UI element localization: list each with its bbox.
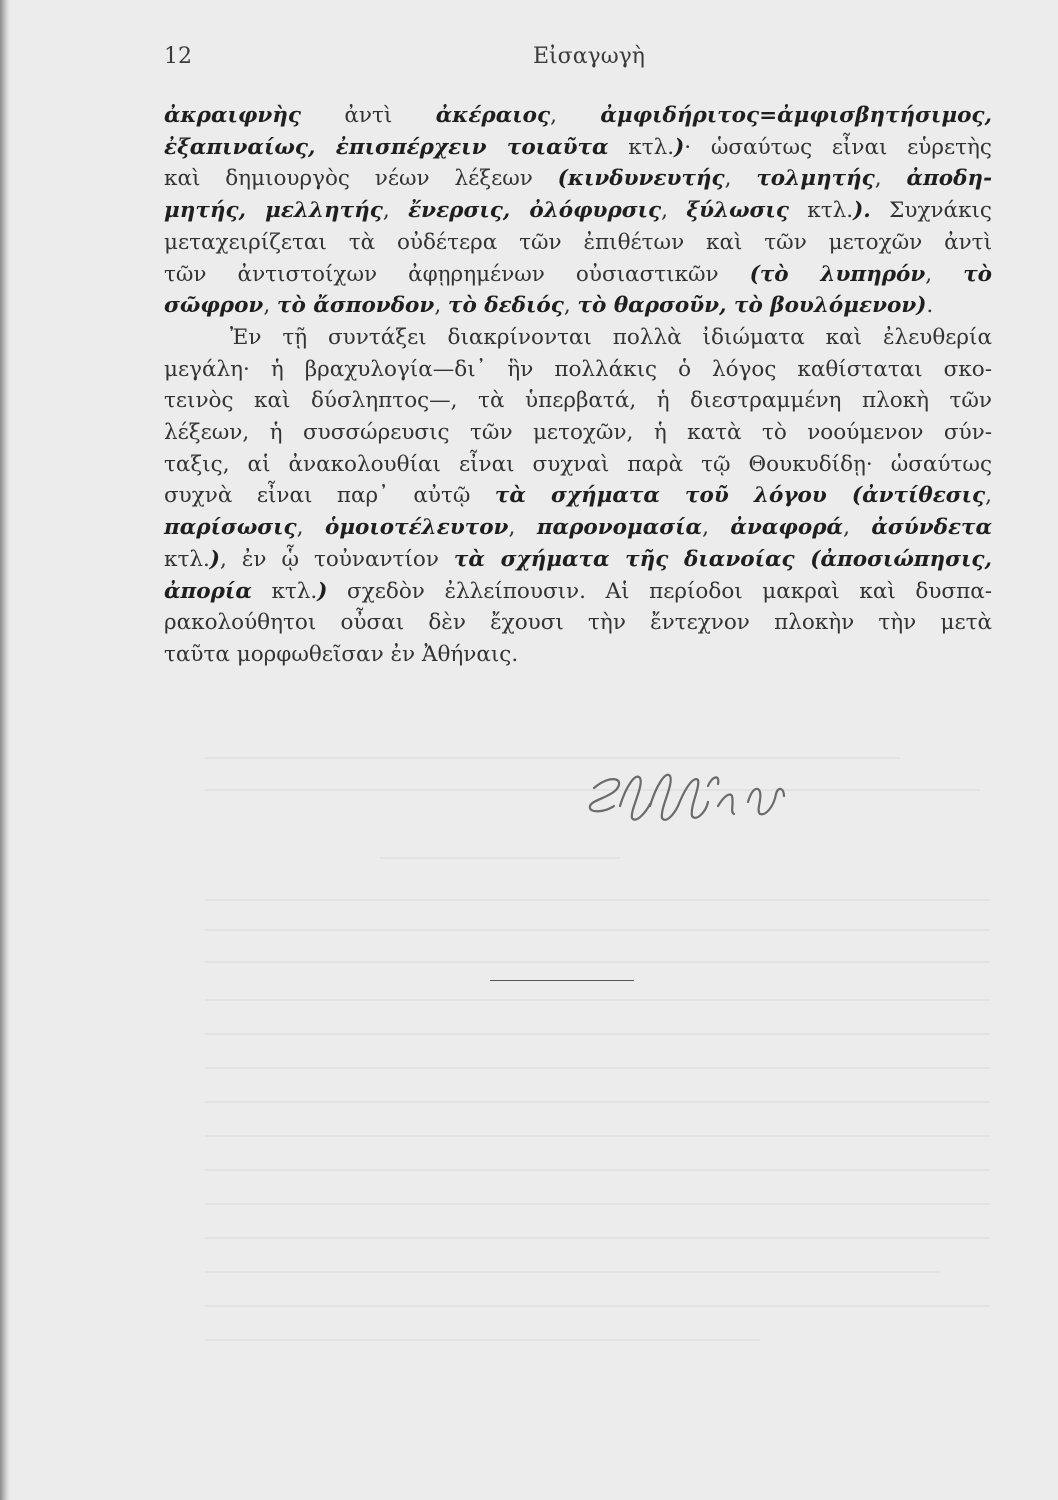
- emphasis-term: τὸ θαρσοῦν, τὸ βουλόμενον): [577, 293, 927, 319]
- emphasis-term: (κινδυνευτής: [557, 166, 725, 192]
- text-run: συχνὰ εἶναι παρ᾽ αὐτῷ: [164, 483, 495, 509]
- emphasis-term: ἀποδη-: [906, 166, 992, 192]
- page-number: 12: [164, 44, 192, 69]
- text-run: λέξεων, ἡ συσσώρευσις τῶν μετοχῶν, ἡ κατὰ τὸ νοούμενον σύν-: [164, 420, 992, 446]
- emphasis-term: ὁμοιοτέλευτον: [324, 515, 509, 541]
- text-run: ,: [296, 515, 325, 541]
- emphasis-term: τὸ: [963, 261, 992, 287]
- text-run: ἀντὶ: [301, 103, 436, 128]
- text-run: ,: [434, 293, 448, 319]
- emphasis-term: ): [317, 578, 328, 604]
- text-run: καὶ δημιουργὸς νέων λέξεων: [164, 166, 558, 192]
- section-divider-rule: [490, 980, 634, 981]
- emphasis-term: ): [674, 134, 685, 160]
- text-run: ,: [874, 166, 907, 192]
- text-run: ρακολούθητοι οὖσαι δὲν ἔχουσι τὴν ἔντεχνον πλοκὴν τὴν μετὰ: [164, 610, 992, 636]
- text-run: , ἐν ᾧ τοὐναντίον: [219, 546, 454, 572]
- emphasis-term: ἀσύνδετα: [871, 515, 993, 541]
- emphasis-term: τὰ σχήματα τῆς διανοίας (ἀποσιώπησις,: [453, 546, 992, 572]
- text-run: ,: [382, 198, 409, 224]
- text-run: ταξις, αἱ ἀνακολουθίαι εἶναι συχναὶ παρὰ τῷ Θουκυδίδῃ· ὡσαύτως: [164, 451, 992, 477]
- emphasis-term: ἔνερσις, ὀλόφυρσις: [408, 198, 662, 224]
- text-run: .: [926, 293, 934, 319]
- emphasis-term: ἐξαπιναίως, ἐπισπέρχειν τοιαῦτα: [164, 134, 609, 160]
- emphasis-term: τὸ δεδιός: [447, 293, 564, 319]
- text-run: ,: [563, 293, 578, 319]
- text-run: ,: [702, 515, 731, 541]
- emphasis-term: παρίσωσις: [164, 515, 297, 541]
- handwritten-annotation: [580, 766, 840, 840]
- text-run: ταῦτα μορφωθεῖσαν ἐν Ἀθήναις.: [164, 641, 519, 667]
- text-run: κτλ.: [164, 546, 210, 572]
- emphasis-term: (τὸ λυπηρόν: [749, 261, 926, 287]
- text-run: τεινὸς καὶ δύσληπτος—, τὰ ὑπερβατά, ἡ διεστραμμένη πλοκὴ τῶν: [164, 388, 992, 414]
- emphasis-term: τολμητής: [756, 166, 875, 192]
- text-run: ,: [724, 166, 757, 192]
- text-run: κτλ.: [608, 134, 675, 160]
- emphasis-term: ἀναφορά: [730, 515, 844, 541]
- text-run: ,: [263, 293, 278, 319]
- emphasis-term: ξύλωσις: [686, 198, 789, 224]
- text-run: ,: [925, 261, 964, 287]
- emphasis-term: τὸ ἄσπονδον: [277, 293, 435, 319]
- running-title: Εἰσαγωγὴ: [533, 44, 645, 69]
- text-run: μεγάλη· ἡ βραχυλογία—δι᾽ ἣν πολλάκις ὁ λόγος καθίσταται σκο-: [164, 356, 992, 382]
- emphasis-term: ἀκέραιος: [435, 103, 551, 128]
- emphasis-term: ἀμφιδήριτος=ἀμφισβητήσιμος,: [600, 103, 992, 128]
- emphasis-term: ἀκραιφνὴς: [164, 103, 301, 128]
- emphasis-term: μητής, μελλητής: [164, 198, 383, 224]
- text-run: σχεδὸν ἐλλείπουσιν. Αἱ περίοδοι μακραὶ καὶ δυσπα-: [327, 578, 992, 604]
- emphasis-term: ).: [853, 198, 871, 224]
- text-run: Συχνάκις: [870, 198, 992, 224]
- emphasis-term: τὰ σχήματα τοῦ λόγου (ἀντίθεσις: [494, 483, 986, 509]
- text-run: μεταχειρίζεται τὰ οὐδέτερα τῶν ἐπιθέτων καὶ τῶν μετοχῶν ἀντὶ: [164, 229, 992, 255]
- text-run: ,: [843, 515, 872, 541]
- emphasis-term: ): [209, 546, 220, 572]
- text-run: κτλ.: [788, 198, 854, 224]
- text-run: ,: [550, 103, 601, 128]
- emphasis-term: ἀπορία: [164, 578, 252, 604]
- emphasis-term: σῶφρον: [164, 293, 264, 319]
- text-run: · ὡσαύτως εἶναι εὑρετὴς: [684, 134, 992, 160]
- emphasis-term: παρονομασία: [536, 515, 703, 541]
- text-run: Ἐν τῇ συντάξει διακρίνονται πολλὰ ἰδιώματα καὶ ἐλευθερία: [230, 324, 992, 350]
- text-run: τῶν ἀντιστοίχων ἀφῃρημένων οὐσιαστικῶν: [164, 261, 750, 287]
- text-run: ,: [985, 483, 992, 509]
- text-run: ,: [661, 198, 687, 224]
- text-run: κτλ.: [251, 578, 318, 604]
- text-run: ,: [508, 515, 537, 541]
